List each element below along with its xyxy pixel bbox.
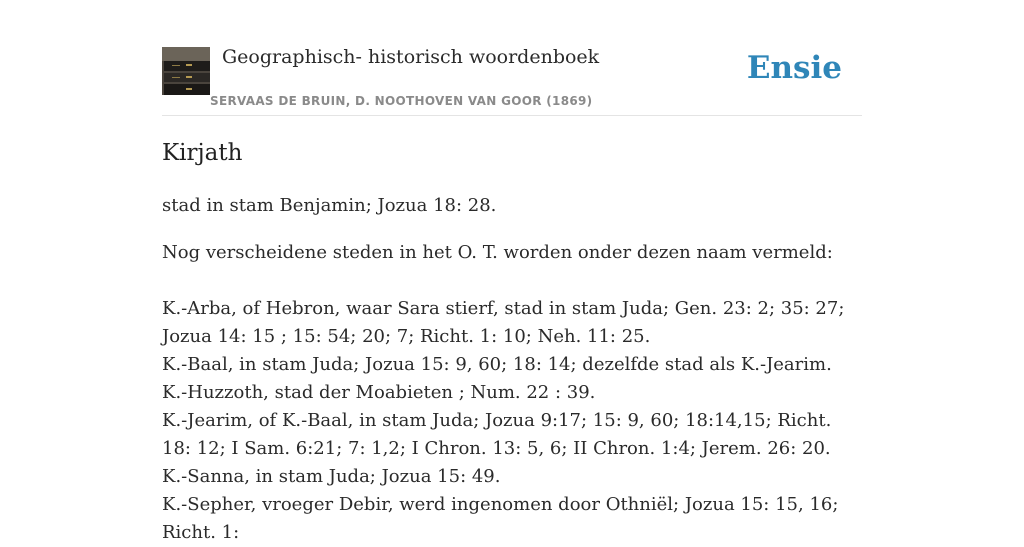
entry-line: K.-Sepher, vroeger Debir, werd ingenomen door Othniël; Jozua 15: 15, 16; Richt. 1: xyxy=(162,494,839,543)
entry-line: K.-Jearim, of K.-Baal, in stam Juda; Jozua 9:17; 15: 9, 60; 18:14,15; Richt. 18: 12; I Sam. 6:21; 7: 1,2; I Chron. 13: 5, 6; II Chron. 1:4; Jerem. 26: 20. xyxy=(162,410,832,459)
entry-line: K.-Arba, of Hebron, waar Sara stierf, stad in stam Juda; Gen. 23: 2; 35: 27; Jozua 14: 15 ; 15: 54; 20; 7; Richt. 1: 10; Neh. 11: 25. xyxy=(162,298,845,347)
entry-sublist xyxy=(162,295,862,547)
entry-body xyxy=(162,192,862,547)
book-header xyxy=(162,40,862,116)
entry-title: Kirjath xyxy=(162,140,243,166)
book-cover-avatar[interactable] xyxy=(162,47,210,95)
entry-paragraph: Nog verscheidene steden in het O. T. worden onder dezen naam vermeld: xyxy=(162,242,833,263)
entry-line: K.-Huzzoth, stad der Moabieten ; Num. 22 : 39. xyxy=(162,382,596,403)
entry-line: K.-Sanna, in stam Juda; Jozua 15: 49. xyxy=(162,466,501,487)
book-authors-year: SERVAAS DE BRUIN, D. NOOTHOVEN VAN GOOR (1869) xyxy=(210,94,593,108)
ensie-logo-link[interactable]: Ensie xyxy=(746,50,842,86)
book-spines-icon xyxy=(162,47,210,95)
book-title[interactable]: Geographisch- historisch woordenboek xyxy=(222,46,600,68)
entry-line: K.-Baal, in stam Juda; Jozua 15: 9, 60; 18: 14; dezelfde stad als K.-Jearim. xyxy=(162,354,832,375)
entry-paragraph: stad in stam Benjamin; Jozua 18: 28. xyxy=(162,195,497,216)
